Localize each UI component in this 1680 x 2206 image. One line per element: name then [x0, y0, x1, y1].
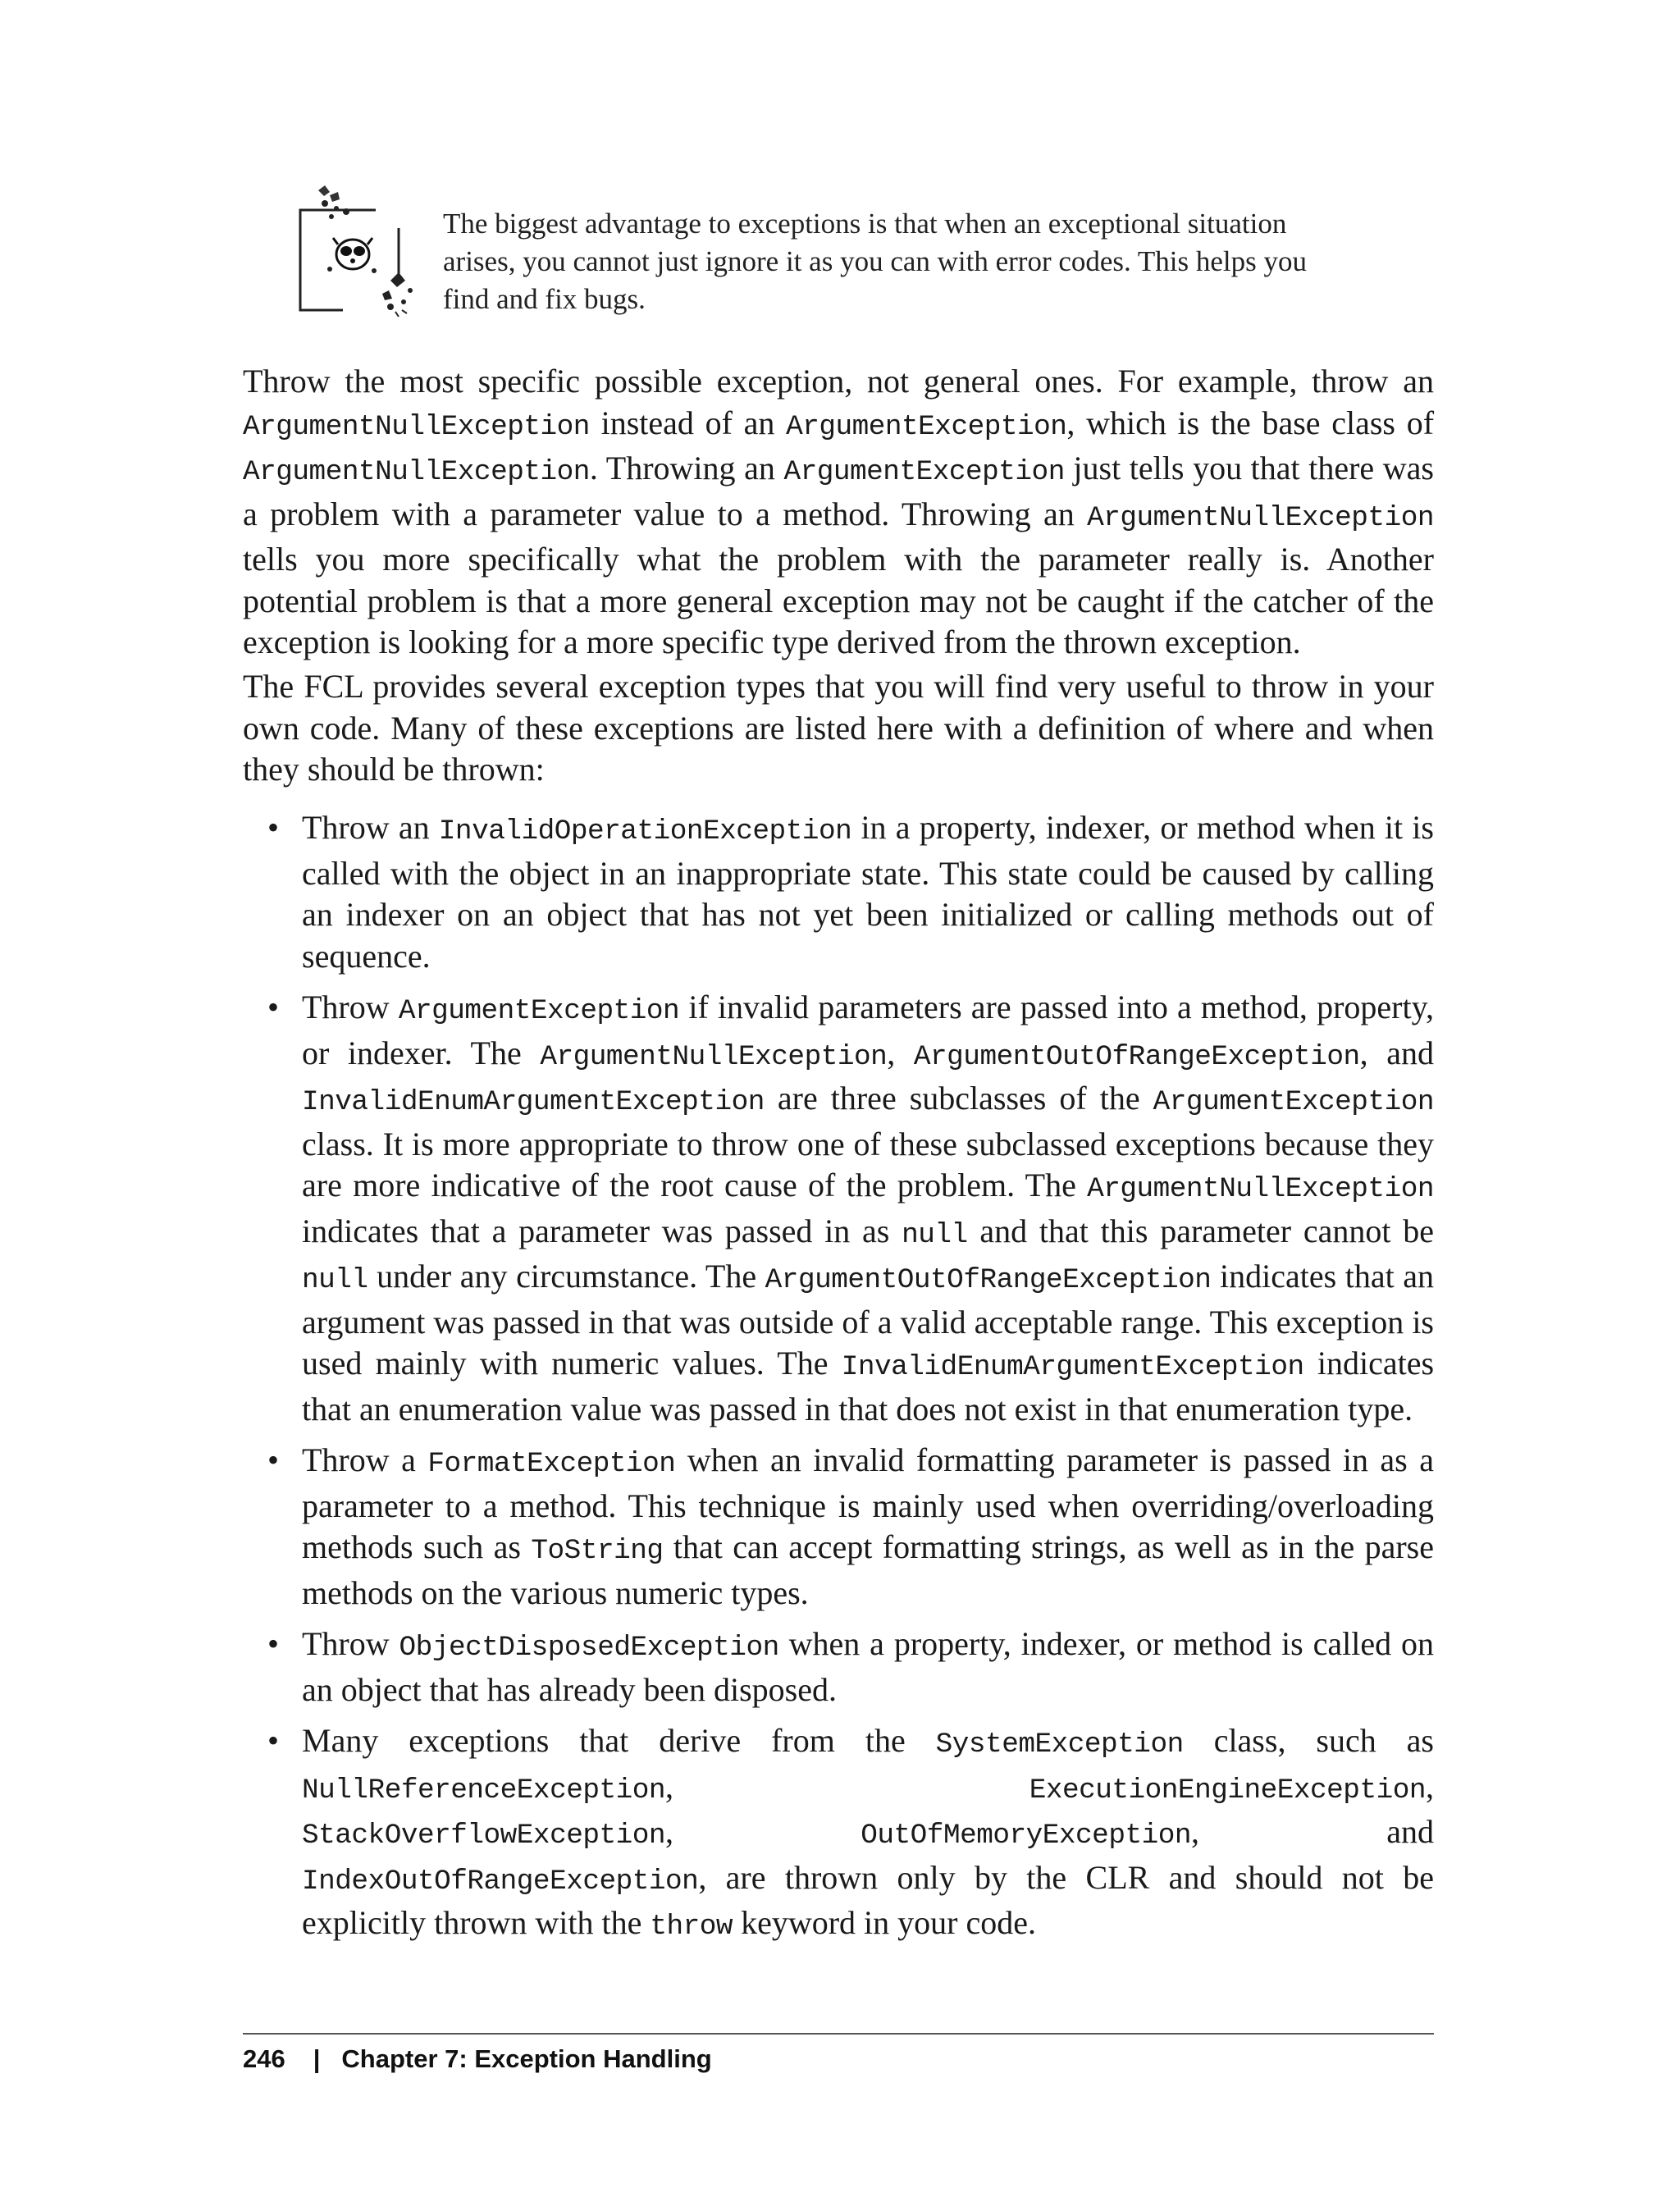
code-argument-null-exception: ArgumentNullException [243, 456, 590, 488]
exception-bullet-list [243, 807, 1434, 1958]
code-argument-null-exception: ArgumentNullException [540, 1040, 888, 1073]
text-run: Many exceptions that derive from the [302, 1722, 936, 1759]
code-null: null [302, 1264, 368, 1296]
text-run: class, such as [1183, 1722, 1434, 1759]
bullet-marker: • [267, 809, 280, 846]
text-run: indicates that an argument was passed in that was outside of a valid acceptable range. This exception is used mainly with numeric values. The [302, 1258, 1434, 1382]
text-run: class. It is more appropriate to throw one of these subclassed exceptions because they are more indicative of the root cause of the problem. The [302, 1125, 1434, 1203]
text-run: . Throwing an [589, 450, 784, 486]
code-out-of-memory-exception: OutOfMemoryException [861, 1820, 1192, 1852]
raccoon-tip-icon [294, 179, 425, 318]
text-run: that can accept formatting strings, as well as in the parse methods on the various numeric types. [302, 1528, 1434, 1611]
code-system-exception: SystemException [935, 1729, 1184, 1761]
text-run: Throw a [302, 1441, 428, 1478]
code-argument-exception: ArgumentException [1153, 1086, 1434, 1118]
tip-text: The biggest advantage to exceptions is that when an exceptional situation arises, you cannot just ignore it as you can with error codes. This helps you find and fix bugs. [443, 208, 1308, 315]
text-run: , [887, 1034, 914, 1071]
text-run: are three subclasses of the [764, 1080, 1153, 1117]
text-run: just tells you that there was a problem with a parameter value to a method. Throwing an [243, 450, 1434, 532]
code-invalid-enum-argument-exception: InvalidEnumArgumentException [841, 1351, 1304, 1383]
code-format-exception: FormatException [427, 1448, 676, 1480]
code-argument-null-exception: ArgumentNullException [1087, 501, 1434, 534]
list-item-system-exception [243, 1720, 1434, 1948]
text-run: Throw [302, 989, 399, 1025]
code-argument-exception: ArgumentException [786, 410, 1067, 443]
code-argument-out-of-range-exception: ArgumentOutOfRangeException [765, 1264, 1212, 1296]
code-index-out-of-range-exception: IndexOutOfRangeException [302, 1865, 699, 1898]
text-run: Throw [302, 1625, 399, 1662]
text-run: when a property, indexer, or method is called on an object that has already been disposed. [302, 1625, 1434, 1708]
list-item-invalid-operation [243, 807, 1434, 977]
code-argument-null-exception: ArgumentNullException [243, 410, 590, 443]
bullet-marker: • [267, 1441, 280, 1478]
bullet-marker: • [267, 1625, 280, 1662]
code-null-reference-exception: NullReferenceException [302, 1774, 666, 1806]
text-run: indicates that a parameter was passed in as [302, 1212, 902, 1249]
paragraph-fcl-exceptions: The FCL provides several exception types that you will find very useful to throw in your own code. Many of these exceptions are listed here with a definition of where and when they should be thrown: [243, 668, 1434, 788]
text-run: , [665, 1813, 861, 1850]
text-run: , [665, 1767, 1029, 1805]
footer-separator: | [313, 2044, 321, 2073]
text-run: tells you more specifically what the problem with the parameter really is. Another potential problem is that a more general exception may not be caught if the catcher of the exception is looking for a more specific type derived from the thrown exception. [243, 541, 1434, 660]
bullet-marker: • [267, 989, 280, 1025]
chapter-title: Chapter 7: Exception Handling [341, 2044, 712, 2073]
code-argument-exception: ArgumentException [783, 456, 1065, 488]
code-invalid-operation-exception: InvalidOperationException [438, 815, 852, 847]
paragraph-specific-exceptions [243, 361, 1434, 664]
code-null: null [902, 1218, 968, 1251]
code-argument-out-of-range-exception: ArgumentOutOfRangeException [913, 1040, 1360, 1073]
text-run: Throw an [302, 809, 439, 846]
text-run: and that this parameter cannot be [967, 1212, 1434, 1249]
text-run: in a property, indexer, or method when it is called with the object in an inappropriate state. This state could be caused by calling an indexer on an object that has not yet been initialized or calling methods out of sequence. [302, 809, 1434, 975]
text-run: , and [1359, 1034, 1434, 1071]
text-run: under any circumstance. The [368, 1258, 765, 1295]
footer-rule [243, 2033, 1434, 2035]
code-object-disposed-exception: ObjectDisposedException [399, 1632, 779, 1664]
text-run: , and [1191, 1813, 1434, 1850]
code-argument-exception: ArgumentException [398, 995, 680, 1027]
page-footer [243, 2041, 712, 2077]
bullet-marker: • [267, 1722, 280, 1759]
tip-box [294, 179, 1335, 318]
text-run: keyword in your code. [733, 1904, 1036, 1941]
page-number: 246 [243, 2044, 285, 2073]
code-execution-engine-exception: ExecutionEngineException [1029, 1774, 1426, 1806]
text-run: , [1426, 1767, 1434, 1805]
code-stack-overflow-exception: StackOverflowException [302, 1820, 666, 1852]
list-item-object-disposed [243, 1624, 1434, 1710]
text-run: , which is the base class of [1066, 404, 1435, 441]
text-run: instead of an [589, 404, 787, 441]
code-argument-null-exception: ArgumentNullException [1087, 1173, 1434, 1205]
text-run: indicates that an enumeration value was passed in that does not exist in that enumeration type. [302, 1345, 1435, 1427]
list-item-argument-exception [243, 987, 1434, 1430]
text-run: when an invalid formatting parameter is passed in as a parameter to a method. This technique is mainly used when overriding/overloading methods such as [302, 1441, 1434, 1565]
text-run: Throw the most specific possible exception, not general ones. For example, throw an [243, 363, 1434, 400]
list-item-format-exception [243, 1440, 1434, 1614]
code-to-string: ToString [531, 1535, 664, 1567]
code-throw-keyword: throw [650, 1911, 733, 1943]
text-run: if invalid parameters are passed into a method, property, or indexer. The [302, 989, 1434, 1071]
text-run: , are thrown only by the CLR and should not be explicitly thrown with the [302, 1858, 1434, 1941]
code-invalid-enum-argument-exception: InvalidEnumArgumentException [302, 1086, 765, 1118]
